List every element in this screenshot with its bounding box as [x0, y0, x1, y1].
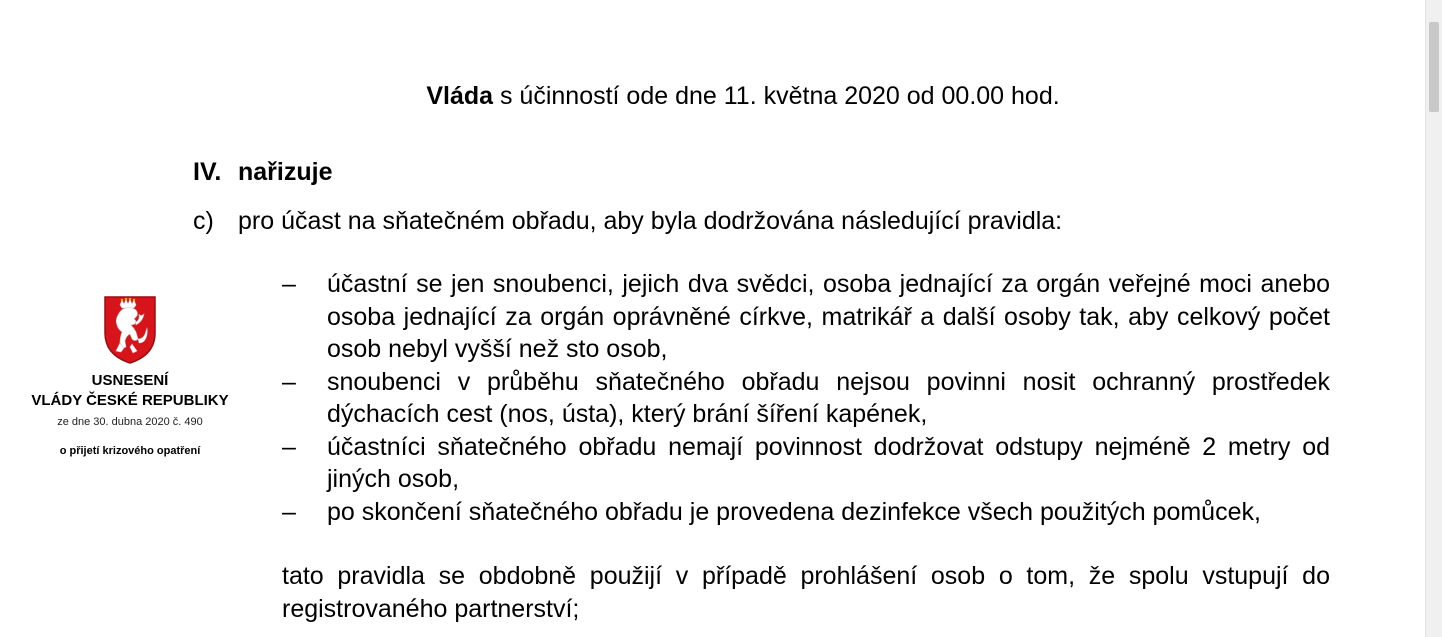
rules-list — [282, 268, 1330, 528]
clause-text: pro účast na sňatečném obřadu, aby byla dodržována následující pravidla: — [238, 207, 1063, 235]
section-verb: nařizuje — [238, 158, 333, 186]
clause-c — [193, 205, 1062, 237]
headline-subject: Vláda — [426, 82, 494, 110]
rule-text: účastníci sňatečného obřadu nemají povinnost dodržovat odstupy nejméně 2 metry od jiných osob, — [327, 432, 1330, 493]
list-dash: – — [282, 270, 296, 298]
list-item — [282, 268, 1330, 366]
rule-text: po skončení sňatečného obřadu je provedena dezinfekce všech použitých pomůcek, — [327, 497, 1261, 526]
list-item — [282, 431, 1330, 496]
czech-lion-coat-of-arms-icon — [103, 295, 157, 365]
government-resolution-stamp — [20, 295, 240, 459]
section-number: IV. — [193, 158, 222, 186]
list-dash: – — [282, 497, 296, 526]
list-item — [282, 496, 1330, 529]
list-item — [282, 366, 1330, 431]
stamp-reference: ze dne 30. dubna 2020 č. 490 — [57, 416, 203, 428]
list-dash: – — [282, 367, 296, 396]
stamp-subject: o přijetí krizového opatření — [59, 445, 201, 457]
closing-paragraph: tato pravidla se obdobně použijí v případě prohlášení osob o tom, že spolu vstupují do registrovaného partnerství; — [282, 562, 1330, 623]
vertical-scrollbar[interactable] — [1425, 0, 1442, 637]
rule-text: účastní se jen snoubenci, jejich dva svědci, osoba jednající za orgán veřejné moci anebo osoba jednající za orgán oprávněné církve, matrikář a další osoby tak, aby celkový počet osob nebyl vyšší než sto osob, — [327, 270, 1330, 363]
scrollbar-thumb[interactable] — [1429, 22, 1439, 112]
section-heading — [193, 156, 332, 188]
decree-headline — [0, 80, 1442, 112]
list-dash: – — [282, 432, 296, 461]
stamp-title: USNESENÍ — [91, 372, 169, 389]
clause-letter: c) — [193, 207, 214, 235]
stamp-authority: VLÁDY ČESKÉ REPUBLIKY — [31, 392, 229, 409]
headline-effective-date: s účinností ode dne 11. května 2020 od 00.00 hod. — [493, 82, 1060, 110]
rule-text: snoubenci v průběhu sňatečného obřadu nejsou povinni nosit ochranný prostředek dýchacích cest (nos, ústa), který brání šíření kapének, — [327, 367, 1330, 428]
